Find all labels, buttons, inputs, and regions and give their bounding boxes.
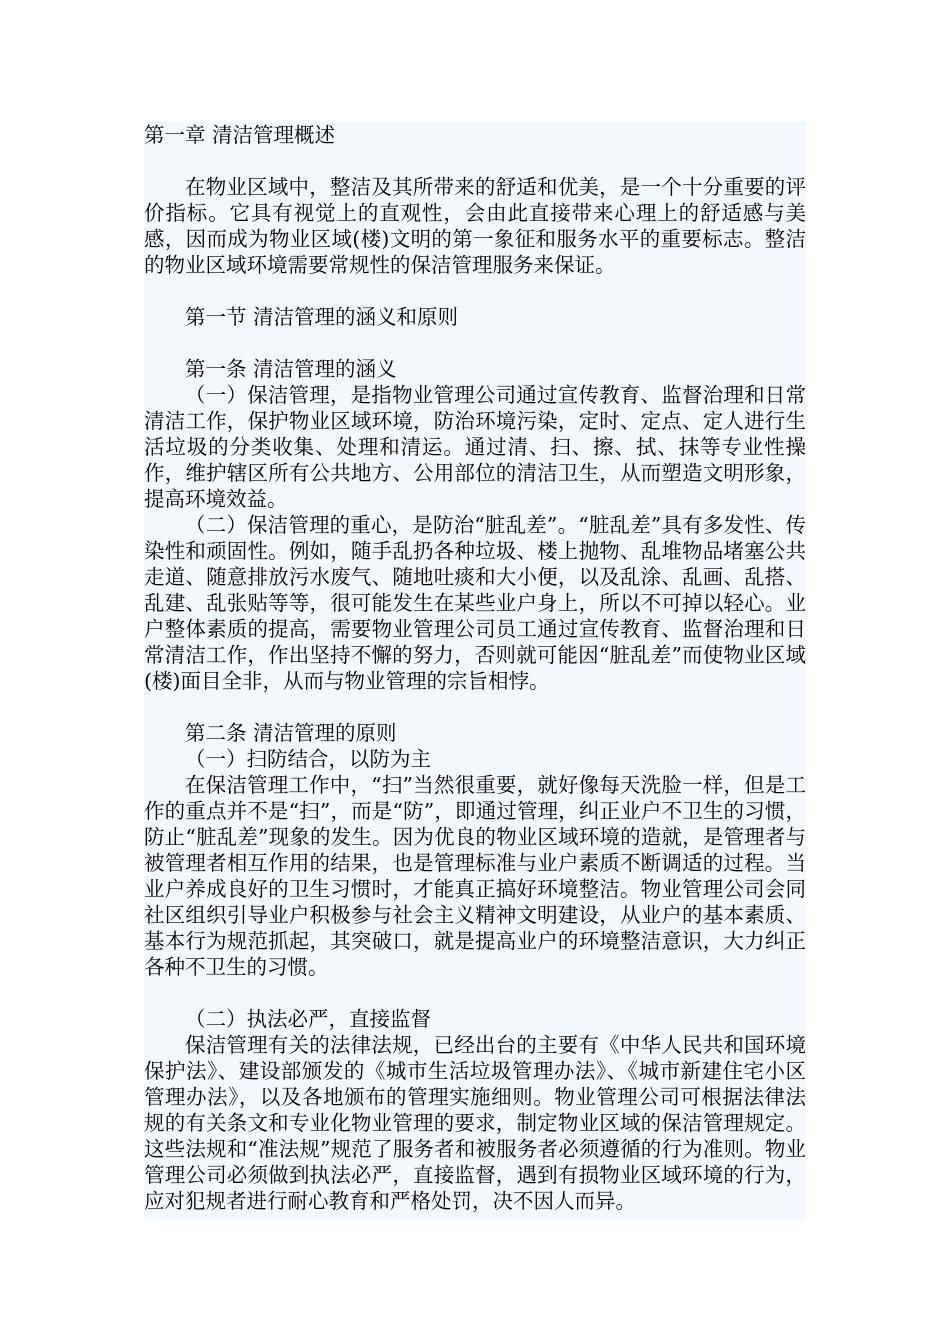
article2-title: 第二条 清洁管理的原则: [185, 721, 397, 745]
spacer: [144, 148, 806, 174]
section-title: 第一节 清洁管理的涵义和原则: [185, 305, 459, 329]
intro-paragraph: 在物业区域中，整洁及其所带来的舒适和优美，是一个十分重要的评价指标。它具有视觉上的直观性，会由此直接带来心理上的舒适感与美感，因而成为物业区域(楼)文明的第一象征和服务水平的重要标志。整洁的物业区域环境需要常规性的保洁管理服务来保证。: [144, 175, 806, 277]
article2-paragraph-1: 在保洁管理工作中，“扫”当然很重要，就好像每天洗脸一样，但是工作的重点并不是“扫”，而是“防”，即通过管理，纠正业户不卫生的习惯，防止“脏乱差”现象的发生。因为优良的物业区域环境的造就，是管理者与被管理者相互作用的结果，也是管理标准与业户素质不断调适的过程。当业户养成良好的卫生习惯时，才能真正搞好环境整洁。物业管理公司会同社区组织引导业户积极参与社会主义精神文明建设，从业户的基本素质、基本行为规范抓起，其突破口，就是提高业户的环境整洁意识，大力纠正各种不卫生的习惯。: [144, 773, 806, 979]
article2-subtitle-1: （一）扫防结合，以防为主: [185, 747, 431, 771]
document-body: [144, 122, 806, 1220]
spacer: [144, 980, 806, 1006]
spacer: [144, 694, 806, 720]
spacer: [144, 330, 806, 356]
article1-paragraph-2: （二）保洁管理的重心，是防治“脏乱差”。“脏乱差”具有多发性、传染性和顽固性。例如，随手乱扔各种垃圾、楼上抛物、乱堆物品堵塞公共走道、随意排放污水废气、随地吐痰和大小便，以及乱涂、乱画、乱搭、乱建、乱张贴等等，很可能发生在某些业户身上，所以不可掉以轻心。业户整体素质的提高，需要物业管理公司员工通过宣传教育、监督治理和日常清洁工作，作出坚持不懈的努力，否则就可能因“脏乱差”而使物业区域(楼)面目全非，从而与物业管理的宗旨相悖。: [144, 513, 806, 693]
article2-paragraph-2: 保洁管理有关的法律法规，已经出台的主要有《中华人民共和国环境保护法》、建设部颁发的《城市生活垃圾管理办法》、《城市新建住宅小区管理办法》，以及各地颁布的管理实施细则。物业管理公司可根据法律法规的有关条文和专业化物业管理的要求，制定物业区域的保洁管理规定。这些法规和“准法规”规范了服务者和被服务者必须遵循的行为准则。物业管理公司必须做到执法必严，直接监督，遇到有损物业区域环境的行为，应对犯规者进行耐心教育和严格处罚，决不因人而异。: [144, 1033, 806, 1213]
spacer: [144, 278, 806, 304]
article1-paragraph-1: （一）保洁管理，是指物业管理公司通过宣传教育、监督治理和日常清洁工作，保护物业区域环境，防治环境污染，定时、定点、定人进行生活垃圾的分类收集、处理和清运。通过清、扫、擦、拭、抹等专业性操作，维护辖区所有公共地方、公用部位的清洁卫生，从而塑造文明形象，提高环境效益。: [144, 383, 806, 511]
article1-title: 第一条 清洁管理的涵义: [185, 357, 397, 381]
article2-subtitle-2: （二）执法必严，直接监督: [185, 1007, 431, 1031]
chapter-title: 第一章 清洁管理概述: [144, 123, 336, 147]
